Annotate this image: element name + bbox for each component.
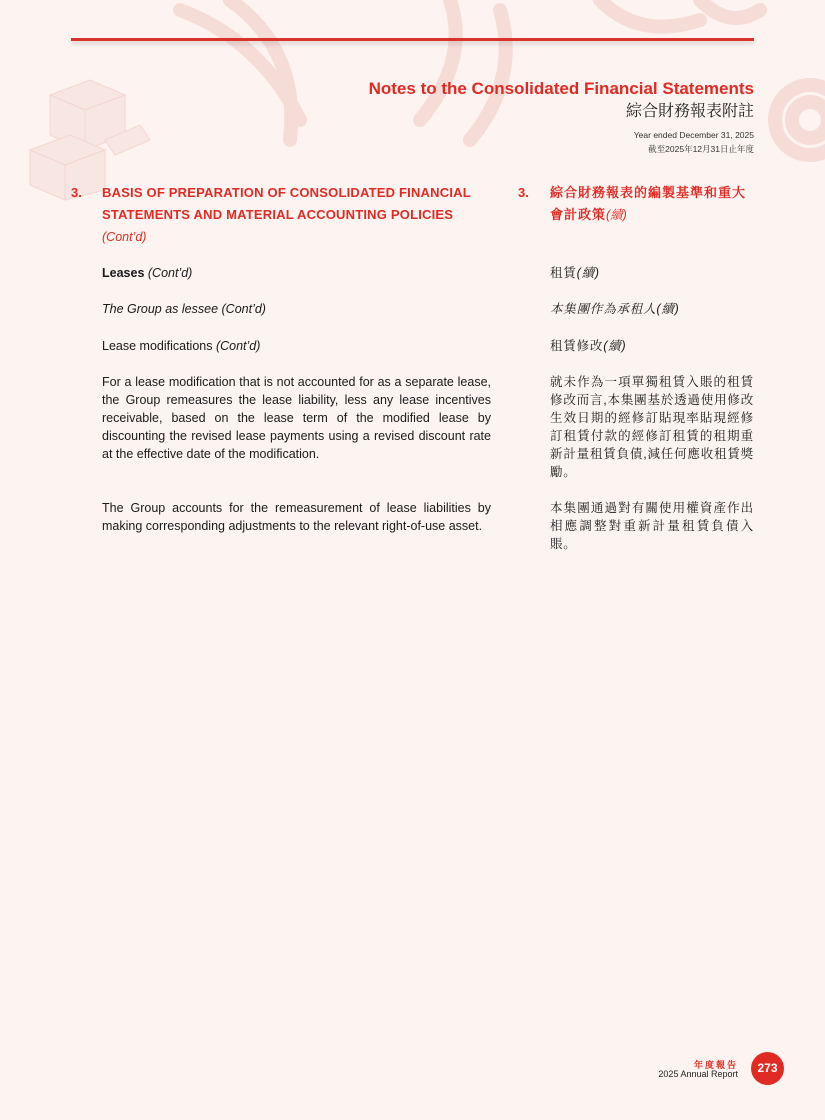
- leases-cont-zh: (續): [576, 266, 600, 280]
- leases-label-zh: 租賃: [550, 266, 577, 280]
- modifications-heading-en: [102, 337, 491, 355]
- paragraph-1-zh: 就未作為一項單獨租賃入賬的租賃修改而言,本集團基於透過使用修改生效日期的經修訂貼現率貼現經修訂租賃付款的經修訂租賃的租期重新計量租賃負債,減任何應收租賃獎勵。: [550, 375, 754, 479]
- section-number-en: 3.: [71, 185, 82, 200]
- section-cont-en: (Cont’d): [102, 230, 147, 244]
- section-heading-zh: [550, 182, 756, 226]
- section-title-en: BASIS OF PREPARATION OF CONSOLIDATED FINANCIAL STATEMENTS AND MATERIAL ACCOUNTING POLICIES: [102, 185, 471, 222]
- lessee-heading-zh: 本集團作為承租人(續): [550, 302, 680, 316]
- paragraph-1-en: For a lease modification that is not accounted for as a separate lease, the Group remeasures the lease liability, less any lease incentives receivable, based on the lease term of the modified lease by discounting the revised lease payments using a revised discount rate at the effective date of the modification.: [102, 375, 491, 461]
- section-heading-en: [102, 182, 494, 248]
- leases-heading-zh: [550, 264, 754, 282]
- footer-label-zh: 年度報告: [693, 1060, 738, 1070]
- modifications-label-zh: 租賃修改: [550, 339, 604, 353]
- modifications-heading-zh: [550, 337, 754, 355]
- page-header: [369, 78, 754, 156]
- paragraph-2-zh: 本集團通過對有關使用權資產作出相應調整對重新計量租賃負債入賬。: [550, 501, 754, 551]
- section-number-zh: 3.: [518, 185, 529, 200]
- modifications-label-en: Lease modifications: [102, 339, 213, 353]
- section-cont-zh: (續): [606, 208, 627, 222]
- modifications-cont-zh: (續): [603, 339, 627, 353]
- header-title-zh: 綜合財務報表附註: [625, 103, 754, 120]
- header-year-zh: 截至2025年12月31日止年度: [648, 144, 754, 154]
- header-year-en: Year ended December 31, 2025: [633, 130, 754, 140]
- page-number-badge: 273: [751, 1052, 784, 1085]
- header-title-en: Notes to the Consolidated Financial Statements: [368, 79, 754, 98]
- paragraph-2-en: The Group accounts for the remeasurement of lease liabilities by making corresponding adjustments to the relevant right-of-use asset.: [102, 501, 491, 533]
- footer-label-en: 2025 Annual Report: [658, 1069, 738, 1079]
- header-rule: [71, 38, 754, 41]
- modifications-cont-en: (Cont’d): [215, 339, 261, 353]
- leases-cont-en: (Cont’d): [147, 266, 193, 280]
- lessee-heading-en: The Group as lessee (Cont’d): [102, 302, 266, 316]
- section-title-zh: 綜合財務報表的編製基準和重大會計政策: [550, 185, 747, 222]
- leases-label-en: Leases: [102, 266, 145, 280]
- leases-heading-en: [102, 264, 491, 282]
